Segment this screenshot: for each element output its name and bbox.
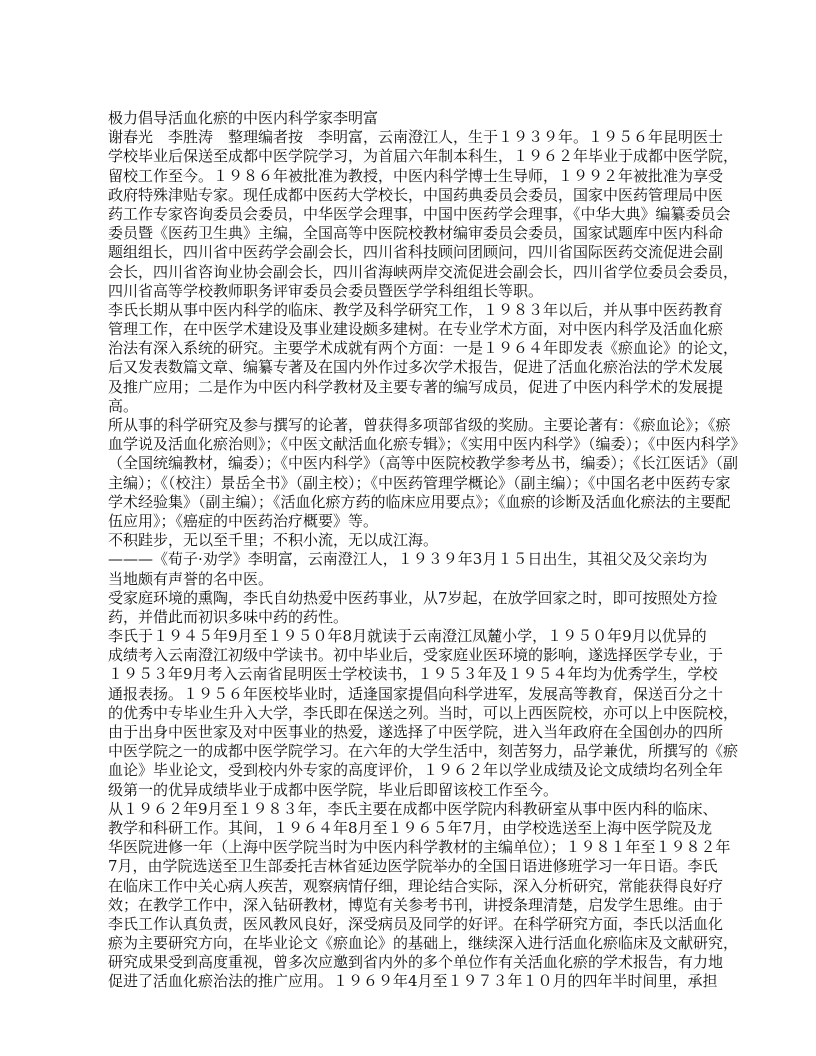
text-line: 教学和科研工作。其间，１９６４年8月至１９６５年7月，由学校选送至上海中医学院及龙 (108, 818, 713, 837)
text-line: 题组组长，四川省中医药学会副会长，四川省科技顾问团顾问，四川省国际医药交流促进会副 (108, 243, 724, 262)
text-line: 学术经验集》（副主编）；《活血化瘀方药的临床应用要点》；《血瘀的诊断及活血化瘀法的主要配 (108, 492, 731, 511)
text-line: 促进了活血化瘀治法的推广应用。１９６９年4月至１９７３年１０月的四年半时间里，承担 (108, 972, 718, 991)
text-line: 不积跬步，无以至千里；不积小流，无以成江海。 (108, 531, 439, 550)
text-line: 药工作专家咨询委员会委员，中华医学会理事，中国中医药学会理事，《中华大典》编纂委员会 (108, 204, 731, 223)
text-line: ———《荀子·劝学》李明富，云南澄江人，１９３９年3月１５日出生，其祖父及父亲均为 (108, 550, 708, 569)
text-line: 中医学院之一的成都中医学院学习。在六年的大学生活中，刻苦努力，品学兼优，所撰写的《瘀 (108, 742, 739, 761)
text-line: 高。 (108, 396, 139, 415)
text-line: 治法有深入系统的研究。主要学术成就有两个方面：一是１９６４年即发表《瘀血论》的论文， (108, 339, 739, 358)
text-line: 谢春光 李胜涛 整理编者按 李明富，云南澄江人，生于１９３９年。１９５６年昆明医士 (108, 128, 724, 147)
text-line: 血学说及活血化瘀治则》；《中医文献活血化瘀专辑》；《实用中医内科学》（编委）；《中医内科学》 (108, 435, 746, 454)
text-line: 华医院进修一年（上海中医学院当时为中医内科学教材的主编单位）；１９８１年至１９８２年 (108, 838, 731, 857)
paragraph (108, 531, 718, 550)
text-line: 7月，由学院选送至卫生部委托吉林省延边医学院举办的全国日语进修班学习一年日语。李氏 (108, 857, 718, 876)
text-line: 当地颇有声誉的名中医。 (108, 569, 274, 588)
text-line: 所从事的科学研究及参与撰写的论著，曾获得多项部省级的奖励。主要论著有：《瘀血论》；《瘀 (108, 416, 731, 434)
text-line: １９５３年9月考入云南省昆明医士学校读书，１９５３年及１９５４年均为优秀学生，学校 (108, 665, 718, 684)
text-line: 从１９６２年9月至１９８３年，李氏主要在成都中医学院内科教研室从事中医内科的临床、 (108, 799, 718, 818)
text-line: 管理工作，在中医学术建设及事业建设颇多建树。在专业学术方面，对中医内科学及活血化瘀 (108, 320, 724, 339)
text-line: 李氏于１９４５年9月至１９５０年8月就读于云南澄江凤麓小学，１９５０年9月以优异的 (108, 627, 707, 646)
paragraph (108, 416, 746, 531)
document-title: 极力倡导活血化瘀的中医内科学家李明富 (108, 109, 379, 127)
text-line: 委员暨《医药卫生典》主编，全国高等中医院校教材编审委员会委员，国家试题库中医内科命 (108, 224, 724, 243)
text-line: （全国统编教材，编委）；《中医内科学》（高等中医院校教学参考丛书，编委）；《长江医话》（副 (108, 454, 739, 473)
text-line: 通报表扬。１９５６年医校毕业时，适逢国家提倡向科学进军，发展高等教育，保送百分之十 (108, 684, 724, 703)
text-line: 留校工作至今。１９８６年被批准为教授，中医内科学博士生导师，１９９２年被批准为享受 (108, 166, 724, 185)
text-line: 李氏长期从事中医内科学的临床、教学及科学研究工作，１９８３年以后，并从事中医药教育 (108, 300, 724, 319)
text-line: 级第一的优异成绩毕业于成都中医学院，毕业后即留该校工作至今。 (108, 780, 559, 799)
text-line: 成绩考入云南澄江初级中学读书。初中毕业后，受家庭业医环境的影响，遂选择医学专业，于 (108, 646, 724, 665)
paragraph (108, 300, 739, 416)
text-line: 瘀为主要研究方向，在毕业论文《瘀血论》的基础上，继续深入进行活血化瘀临床及文献研究， (108, 934, 739, 953)
paragraph (108, 128, 739, 301)
text-line: 在临床工作中关心病人疾苦，观察病情仔细，理论结合实际，深入分析研究，常能获得良好疗 (108, 876, 724, 895)
text-line: 研究成果受到高度重视，曾多次应邀到省内外的多个单位作有关活血化瘀的学术报告，有力地 (108, 953, 724, 972)
text-line: 效；在教学工作中，深入钻研教材，博览有关参考书刊，讲授条理清楚，启发学生思维。由于 (108, 895, 724, 914)
text-line: 伍应用》；《癌症的中医药治疗概要》等。 (108, 511, 379, 530)
text-line: 政府特殊津贴专家。现任成都中医药大学校长，中国药典委员会委员，国家中医药管理局中医 (108, 185, 724, 204)
text-line: 血论》毕业论文，受到校内外专家的高度评价，１９６２年以学业成绩及论文成绩均名列全年 (108, 761, 724, 780)
paragraph (108, 799, 739, 992)
text-line: 主编）；《（校注）景岳全书》（副主校）；《中医药管理学概论》（副主编）；《中国名老中医药专家 (108, 473, 731, 492)
text-line: 四川省高等学校教师职务评审委员会委员暨医学学科组组长等职。 (108, 281, 544, 300)
text-line: 李氏工作认真负责，医风教风良好，深受病员及同学的好评。在科学研究方面，李氏以活血化 (108, 914, 724, 933)
text-line: 及推广应用；二是作为中医内科学教材及主要专著的编写成员，促进了中医内科学术的发展提 (108, 377, 724, 396)
paragraph (108, 589, 718, 627)
document-body (108, 109, 746, 992)
text-line: 后又发表数篇文章、编纂专著及在国内外作过多次学术报告，促进了活血化瘀治法的学术发展 (108, 358, 724, 377)
paragraphs (108, 128, 746, 991)
text-line: 受家庭环境的熏陶，李氏自幼热爱中医药事业，从7岁起，在放学回家之时，即可按照处方捡 (108, 588, 718, 607)
text-line: 会长，四川省咨询业协会副会长，四川省海峡两岸交流促进会副会长，四川省学位委员会委员， (108, 262, 739, 281)
paragraph (108, 550, 718, 588)
text-line: 药，并借此而初识多味中药的药性。 (108, 607, 349, 626)
text-line: 由于出身中医世家及对中医事业的热爱，遂选择了中医学院，进入当年政府在全国创办的四所 (108, 723, 724, 741)
text-line: 的优秀中专毕业生升入大学，李氏即在保送之列。当时，可以上西医院校，亦可以上中医院校， (108, 703, 739, 722)
paragraph (108, 627, 739, 800)
text-line: 学校毕业后保送至成都中医学院学习，为首届六年制本科生，１９６２年毕业于成都中医学院， (108, 147, 739, 166)
